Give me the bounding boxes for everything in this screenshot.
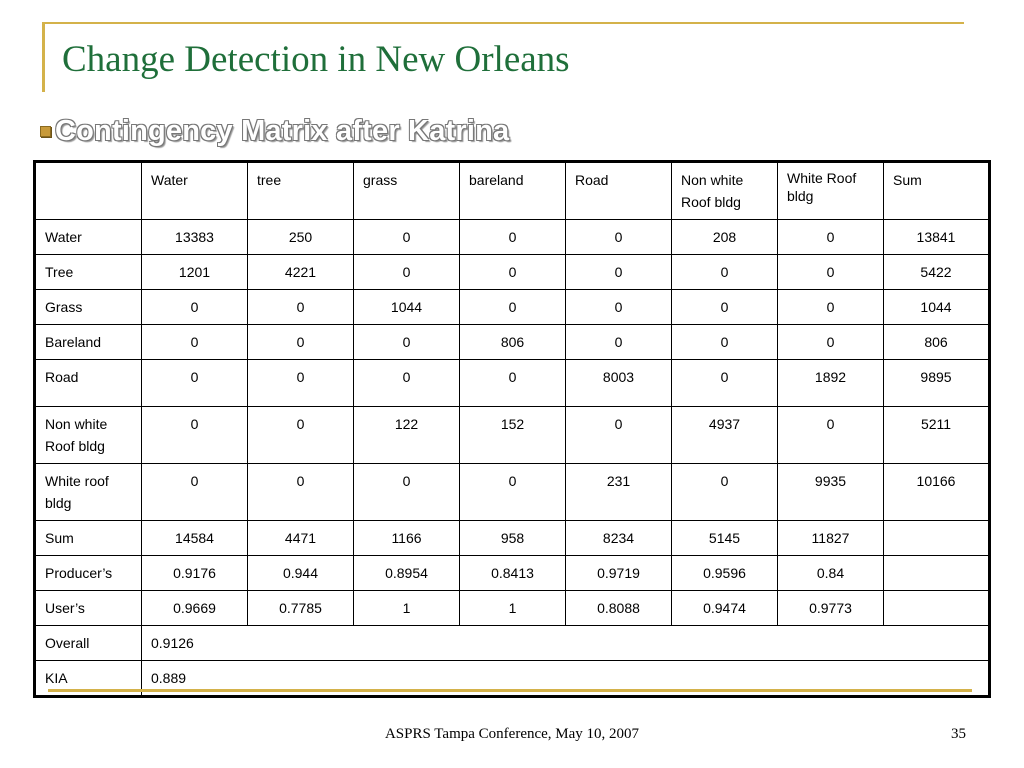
- table-cell: 10166: [884, 464, 990, 521]
- table-cell: 0: [672, 325, 778, 360]
- table-cell: 0: [248, 464, 354, 521]
- header-cell: Non white Roof bldg: [672, 162, 778, 220]
- table-cell: 0.9176: [142, 556, 248, 591]
- row-label: KIA: [35, 661, 142, 697]
- table-cell: 1166: [354, 521, 460, 556]
- summary-value: 0.9126: [142, 626, 990, 661]
- accent-bottom-line: [48, 689, 972, 692]
- header-cell: tree: [248, 162, 354, 220]
- table-row: [35, 464, 990, 521]
- table-cell: 231: [566, 464, 672, 521]
- table-row: [35, 360, 990, 407]
- table-cell: 1892: [778, 360, 884, 407]
- row-label: Non white Roof bldg: [35, 407, 142, 464]
- table-cell: 0.7785: [248, 591, 354, 626]
- table-cell: 0: [460, 360, 566, 407]
- table-cell: 0: [354, 325, 460, 360]
- header-cell: White Roof bldg: [778, 162, 884, 220]
- table-cell: [884, 521, 990, 556]
- table-cell: 0: [672, 255, 778, 290]
- table-row: [35, 626, 990, 661]
- table-cell: 0: [248, 290, 354, 325]
- table-cell: 0.8088: [566, 591, 672, 626]
- table-cell: 0: [142, 290, 248, 325]
- header-cell: bareland: [460, 162, 566, 220]
- table-cell: 0.8954: [354, 556, 460, 591]
- table-cell: 0: [142, 360, 248, 407]
- table-cell: [884, 556, 990, 591]
- row-label: User’s: [35, 591, 142, 626]
- table-cell: 0: [566, 290, 672, 325]
- table-cell: 0: [778, 290, 884, 325]
- table-row: [35, 591, 990, 626]
- header-cell: [35, 162, 142, 220]
- table-cell: 0: [460, 290, 566, 325]
- table-header-row: [35, 162, 990, 220]
- bullet-text: Contingency Matrix after Katrina: [55, 114, 510, 147]
- table-cell: 4221: [248, 255, 354, 290]
- table-row: [35, 255, 990, 290]
- table-body: [35, 220, 990, 697]
- table-cell: 0: [354, 220, 460, 255]
- header-cell: Sum: [884, 162, 990, 220]
- table-cell: 8234: [566, 521, 672, 556]
- table-cell: 0: [778, 255, 884, 290]
- table-cell: 13841: [884, 220, 990, 255]
- table-cell: 152: [460, 407, 566, 464]
- table-cell: 13383: [142, 220, 248, 255]
- contingency-matrix-table: [33, 160, 991, 698]
- table-cell: 5145: [672, 521, 778, 556]
- table-cell: 250: [248, 220, 354, 255]
- table-cell: 0: [566, 407, 672, 464]
- table-cell: 806: [460, 325, 566, 360]
- table-row: [35, 407, 990, 464]
- table-cell: 806: [884, 325, 990, 360]
- table-cell: 4937: [672, 407, 778, 464]
- accent-vertical-line: [42, 22, 45, 92]
- table-row: [35, 325, 990, 360]
- table-cell: 0: [566, 255, 672, 290]
- table-cell: 0: [778, 325, 884, 360]
- row-label: Overall: [35, 626, 142, 661]
- header-cell: grass: [354, 162, 460, 220]
- bullet-point: [40, 113, 509, 149]
- table-cell: 0: [248, 407, 354, 464]
- table-cell: 1044: [884, 290, 990, 325]
- table-cell: 0.9669: [142, 591, 248, 626]
- table-cell: 0: [778, 407, 884, 464]
- table-cell: 0.8413: [460, 556, 566, 591]
- table-cell: 4471: [248, 521, 354, 556]
- table-cell: 0.9596: [672, 556, 778, 591]
- table-cell: 208: [672, 220, 778, 255]
- row-label: White roof bldg: [35, 464, 142, 521]
- page-number: 35: [951, 726, 966, 742]
- table-cell: 0: [566, 220, 672, 255]
- table-cell: 1044: [354, 290, 460, 325]
- table-cell: 0.9773: [778, 591, 884, 626]
- table-cell: 0: [672, 464, 778, 521]
- table-cell: 1: [354, 591, 460, 626]
- table-cell: 0: [778, 220, 884, 255]
- table-cell: 5211: [884, 407, 990, 464]
- table-cell: 11827: [778, 521, 884, 556]
- table-row: [35, 220, 990, 255]
- table-cell: 0: [566, 325, 672, 360]
- row-label: Road: [35, 360, 142, 407]
- table-cell: 0.9474: [672, 591, 778, 626]
- row-label: Water: [35, 220, 142, 255]
- table-cell: 1: [460, 591, 566, 626]
- row-label: Sum: [35, 521, 142, 556]
- header-cell: Water: [142, 162, 248, 220]
- table-row: [35, 556, 990, 591]
- table-cell: 0: [354, 360, 460, 407]
- table-cell: 5422: [884, 255, 990, 290]
- table-cell: 1201: [142, 255, 248, 290]
- table-cell: 0: [354, 255, 460, 290]
- table-row: [35, 290, 990, 325]
- table-cell: 0: [142, 464, 248, 521]
- table-cell: 0: [248, 360, 354, 407]
- table-row: [35, 521, 990, 556]
- table-cell: 0: [672, 290, 778, 325]
- square-bullet-icon: [40, 126, 51, 137]
- table-cell: 0: [142, 325, 248, 360]
- table-cell: 0: [672, 360, 778, 407]
- summary-value: 0.889: [142, 661, 990, 697]
- table-cell: 0: [460, 464, 566, 521]
- row-label: Tree: [35, 255, 142, 290]
- row-label: Bareland: [35, 325, 142, 360]
- table-cell: 14584: [142, 521, 248, 556]
- table-cell: 0.944: [248, 556, 354, 591]
- table-cell: 9895: [884, 360, 990, 407]
- table-cell: 9935: [778, 464, 884, 521]
- table-cell: 0: [354, 464, 460, 521]
- footer-text: ASPRS Tampa Conference, May 10, 2007: [384, 726, 640, 742]
- row-label: Producer’s: [35, 556, 142, 591]
- table-cell: 0: [460, 255, 566, 290]
- accent-top-line: [42, 22, 964, 24]
- table-cell: 0.84: [778, 556, 884, 591]
- slide-title: Change Detection in New Orleans: [62, 39, 570, 80]
- table-cell: 0.9719: [566, 556, 672, 591]
- table-cell: 958: [460, 521, 566, 556]
- header-cell: Road: [566, 162, 672, 220]
- row-label: Grass: [35, 290, 142, 325]
- table-cell: 8003: [566, 360, 672, 407]
- table-cell: 0: [142, 407, 248, 464]
- table-cell: [884, 591, 990, 626]
- table-cell: 0: [460, 220, 566, 255]
- table-cell: 122: [354, 407, 460, 464]
- table-cell: 0: [248, 325, 354, 360]
